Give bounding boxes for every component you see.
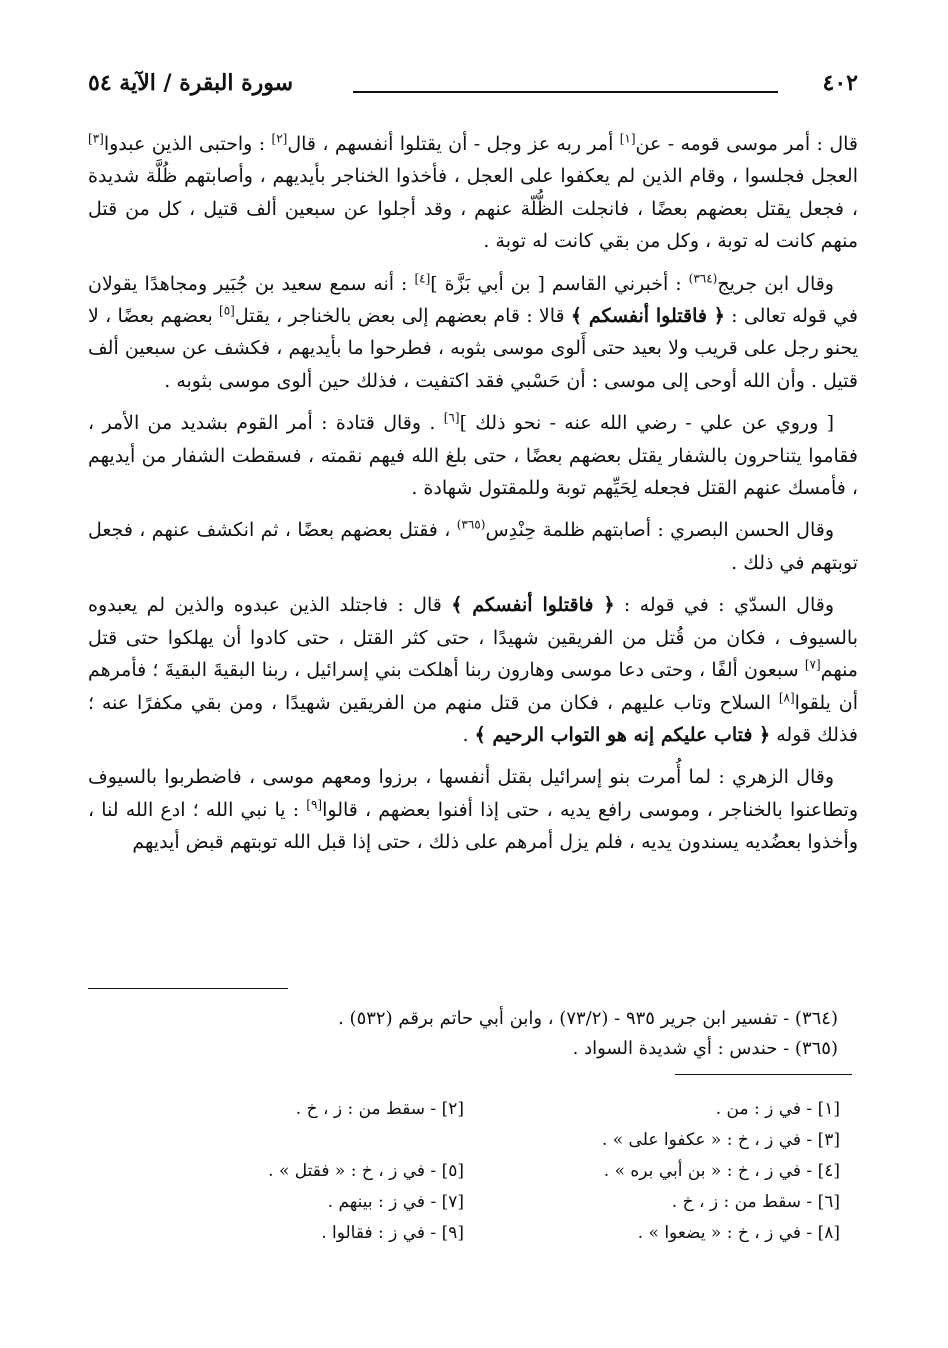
variant-row bbox=[88, 1125, 840, 1156]
paragraph: قال : أمر موسى قومه - عن[١] أمر ربه عز وجل - أن يقتلوا أنفسهم ، قال[٢] : واحتبى الذين عبدوا[٣] العجل فجلسوا ، وقام الذين لم يعكفوا على العجل ، فأخذوا الخناجر بأيديهم ، وأصابتهم ظُلَّة شديدة ، فجعل يقتل بعضهم بعضًا ، فانجلت الظُّلّة عنهم ، وقد أجلوا عن سبعين ألف قتيل ، كل من قتل منهم كانت له توبة ، وكل من بقي كانت له توبة . bbox=[88, 131, 858, 253]
paragraph: وقال السدّي : في قوله : ﴿ فاقتلوا أنفسكم ﴾ قال : فاجتلد الذين عبدوه والذين لم يعبدوه بالسيوف ، فكان من قُتل من الفريقين شهيدًا ، حتى كثر القتل ، حتى كادوا أن يهلكوا حتى قتل منهم[٧] سبعون ألفًا ، وحتى دعا موسى وهارون ربنا أهلكت بني إسرائيل ، ربنا البقيةَ البقيةَ ؛ فأمرهم أن يلقوا[٨] السلاح وتاب عليهم ، فكان من قتل منهم من الفريقين شهيدًا ، ومن بقي مكفرًا عنه ؛ فذلك قوله ﴿ فتاب عليكم إنه هو التواب الرحيم ﴾ . bbox=[88, 594, 859, 746]
variant-row bbox=[88, 1156, 840, 1187]
variant-note: [٥] - في ز ، خ : « فقتل » . bbox=[268, 1161, 464, 1181]
running-title: سورة البقرة / الآية ٥٤ bbox=[88, 70, 294, 96]
paragraph: وقال ابن جريج$^{(٣٦٤)}$ : أخبرني القاسم [ بن أبي بَزَّة ][٤] : أنه سمع سعيد بن جُبَير ومجاهدًا يقولان في قوله تعالى : ﴿ فاقتلوا أنفسكم ﴾ قالا : قام بعضهم إلى بعض بالخناجر ، يقتل[٥] بعضهم بعضًا ، لا يحنو رجل على قريب ولا بعيد حتى أَلوى موسى بثوبه ، فطرحوا ما بأيديهم ، فكشف عن سبعين ألف قتيل . وأن الله أوحى إلى موسى : أن حَسْبي فقد اكتفيت ، فذلك حين ألوى موسى بثوبه . bbox=[88, 271, 858, 392]
footnote: (٣٦٤) - تفسير ابن جرير ٩٣٥ - (٧٣/٢) ، وابن أبي حاتم برقم (٥٣٢) . bbox=[338, 1008, 838, 1029]
variant-note: [٣] - في ز ، خ : « عكفوا على » . bbox=[601, 1130, 840, 1150]
variant-note: [٢] - سقط من : ز ، خ . bbox=[295, 1099, 464, 1119]
variant-note: [٧] - في ز : بينهم . bbox=[327, 1192, 464, 1212]
footnote: (٣٦٥) - حندس : أي شديدة السواد . bbox=[572, 1038, 838, 1059]
variant-row bbox=[88, 1094, 840, 1125]
paragraph: وقال الحسن البصري : أصابتهم ظلمة حِنْدِس$^{(٣٦٥)}$ ، فقتل بعضهم بعضًا ، ثم انكشف عنهم ، فجعل توبتهم في ذلك . bbox=[88, 518, 858, 574]
variants-separator bbox=[675, 1074, 852, 1075]
variant-note bbox=[88, 1125, 464, 1156]
variant-note: [١] - في ز : من . bbox=[715, 1099, 840, 1119]
paragraph: وقال الزهري : لما أُمرت بنو إسرائيل بقتل أنفسها ، برزوا ومعهم موسى ، فاضطربوا بالسيوف وتطاعنوا بالخناجر ، وموسى رافع يديه ، حتى إذا أفنوا بعضهم ، قالوا[٩] : يا نبي الله ؛ ادع الله لنا ، وأخذوا بعضُديه يسندون يديه ، فلم يزل أمرهم على ذلك ، حتى إذا قبل الله توبتهم قبض أيديهم bbox=[88, 766, 858, 854]
page-header bbox=[88, 70, 858, 104]
footnotes bbox=[88, 1004, 838, 1064]
variant-note: [٦] - سقط من : ز ، خ . bbox=[671, 1192, 840, 1212]
variant-note: [٩] - في ز : فقالوا . bbox=[321, 1223, 464, 1243]
footnote-separator bbox=[88, 988, 288, 989]
variant-note: [٤] - في ز ، خ : « بن أبي بره » . bbox=[603, 1161, 840, 1181]
variant-row bbox=[88, 1218, 840, 1249]
header-rule bbox=[353, 91, 778, 93]
manuscript-variants bbox=[88, 1094, 840, 1249]
paragraph: [ وروي عن علي - رضي الله عنه - نحو ذلك ][٦] . وقال قتادة : أمر القوم بشديد من الأمر ، فقاموا يتناحرون بالشفار يقتل بعضهم بعضًا ، حتى بلغ الله فيهم نقمته ، فسقطت الشفار من أيديهم ، فأمسك عنهم القتل فجعله لِحَيِّهم توبة وللمقتول شهادة . bbox=[88, 410, 858, 500]
variant-row bbox=[88, 1187, 840, 1218]
variant-note: [٨] - في ز ، خ : « يضعوا » . bbox=[637, 1223, 840, 1243]
main-text bbox=[88, 128, 858, 869]
page-number: ٤٠٢ bbox=[822, 70, 858, 96]
